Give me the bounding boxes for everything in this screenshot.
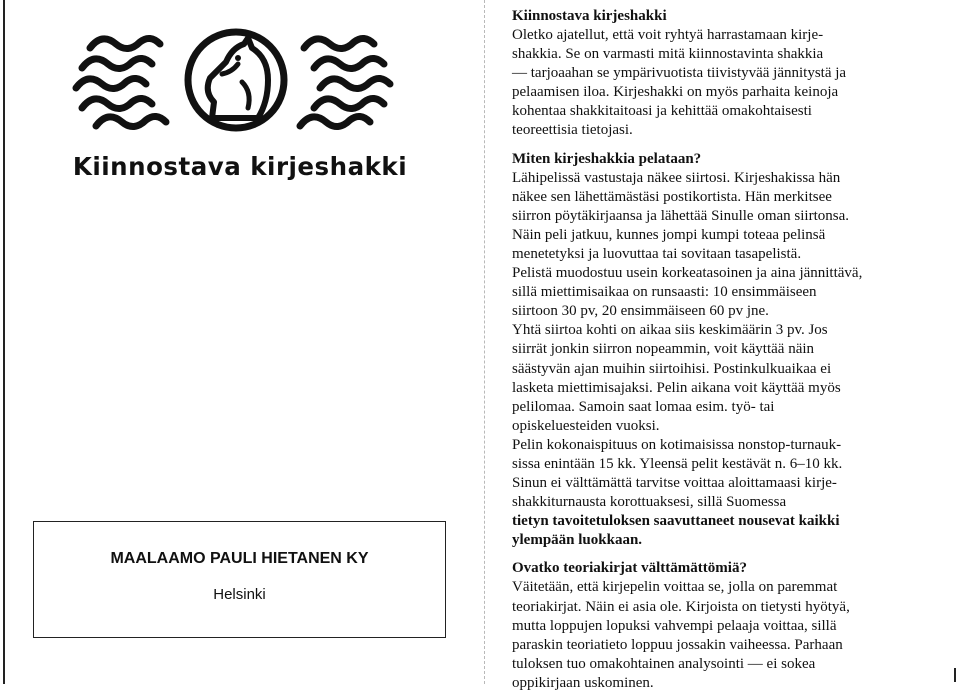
brand-title: Kiinnostava kirjeshakki: [72, 152, 408, 181]
text-line: kohentaa shakkitaitoasi ja kehittää omakohtaisesti: [512, 103, 812, 120]
text-line: tuloksen tuo omakohtainen analysointi — ei sokea: [512, 655, 816, 672]
text-line: näkee sen lähettämästäsi postikortista. Hän merkitsee: [512, 188, 832, 205]
text-line: Sinun ei välttämättä tarvitse voittaa aloittamaasi kirje-: [512, 475, 837, 492]
company-name: MAALAAMO PAULI HIETANEN KY: [110, 550, 369, 567]
text-line: menetetyksi ja luovuttaa tai sovitaan tasapelistä.: [512, 245, 802, 262]
text-line: teoreettisia tietojasi.: [512, 122, 633, 139]
fold-line: [484, 0, 485, 684]
text-line: lasketa miettimisajaksi. Pelin aikana voit käyttää myös: [512, 379, 841, 396]
text-line: teoriakirjat. Näin ei asia ole. Kirjoista on tietysti hyötyä,: [512, 598, 850, 615]
text-line: oppikirjaan uskominen.: [512, 674, 654, 691]
text-line: opiskeluesteiden vuoksi.: [512, 417, 660, 434]
text-line: siirtoon 30 pv, 20 ensimmäiseen 60 pv jne.: [512, 303, 769, 320]
bold-text-line: tietyn tavoitetuloksen saavuttaneet nousevat kaikki: [512, 513, 840, 530]
article-body: [512, 7, 942, 693]
text-line: pelilomaa. Samoin saat lomaa esim. työ- tai: [512, 398, 775, 415]
text-line: säästyvän ajan muihin siirtoihisi. Postinkulkuaikaa ei: [512, 360, 832, 377]
text-line: mutta loppujen lopuksi vahvempi pelaaja voittaa, sillä: [512, 617, 837, 634]
text-line: pelaamisen iloa. Kirjeshakki on myös parhaita keinoja: [512, 84, 839, 101]
text-line: shakkia. Se on varmasti mitä kiinnostavinta shakkia: [512, 46, 824, 63]
text-line: sillä miettimisaikaa on runsaasti: 10 ensimmäiseen: [512, 284, 817, 301]
section-heading: Miten kirjeshakkia pelataan?: [512, 150, 702, 167]
page-edge-mark: [954, 668, 956, 682]
section-heading: Kiinnostava kirjeshakki: [512, 8, 667, 24]
bold-text-line: ylempään luokkaan.: [512, 532, 643, 549]
text-line: siirron pöytäkirjaansa ja lähettää Sinulle oman siirtonsa.: [512, 207, 849, 224]
text-line: paraskin teoriatieto loppuu jossakin vaiheessa. Parhaan: [512, 636, 843, 653]
text-line: siirrät jonkin siirron nopeammin, voit käyttää näin: [512, 341, 815, 358]
text-line: Näin peli jatkuu, kunnes jompi kumpi toteaa pelinsä: [512, 226, 826, 243]
page-edge: [3, 0, 5, 684]
section-heading: Ovatko teoriakirjat välttämättömiä?: [512, 560, 747, 577]
text-line: sissa enintään 15 kk. Yleensä pelit kestävät n. 6–10 kk.: [512, 455, 843, 472]
text-line: Väitetään, että kirjepelin voittaa se, jolla on paremmat: [512, 579, 838, 596]
company-city: Helsinki: [213, 586, 266, 603]
text-line: Pelistä muodostuu usein korkeatasoinen ja aina jännittävä,: [512, 265, 863, 282]
text-line: Oletko ajatellut, että voit ryhtyä harrastamaan kirje-: [512, 27, 824, 43]
text-line: Yhtä siirtoa kohti on aikaa siis keskimäärin 3 pv. Jos: [512, 322, 828, 339]
text-line: Pelin kokonaispituus on kotimaisissa nonstop-turnauk-: [512, 436, 842, 453]
text-line: shakkiturnausta korottuaksesi, sillä Suomessa: [512, 494, 787, 511]
chess-knight-waves-logo-icon: [72, 22, 400, 140]
text-line: — tarjoaahan se ympärivuotista tiivistyvää jännitystä ja: [512, 65, 847, 82]
text-line: Lähipelissä vastustaja näkee siirtosi. Kirjeshakissa hän: [512, 169, 841, 186]
company-box: [33, 521, 446, 638]
